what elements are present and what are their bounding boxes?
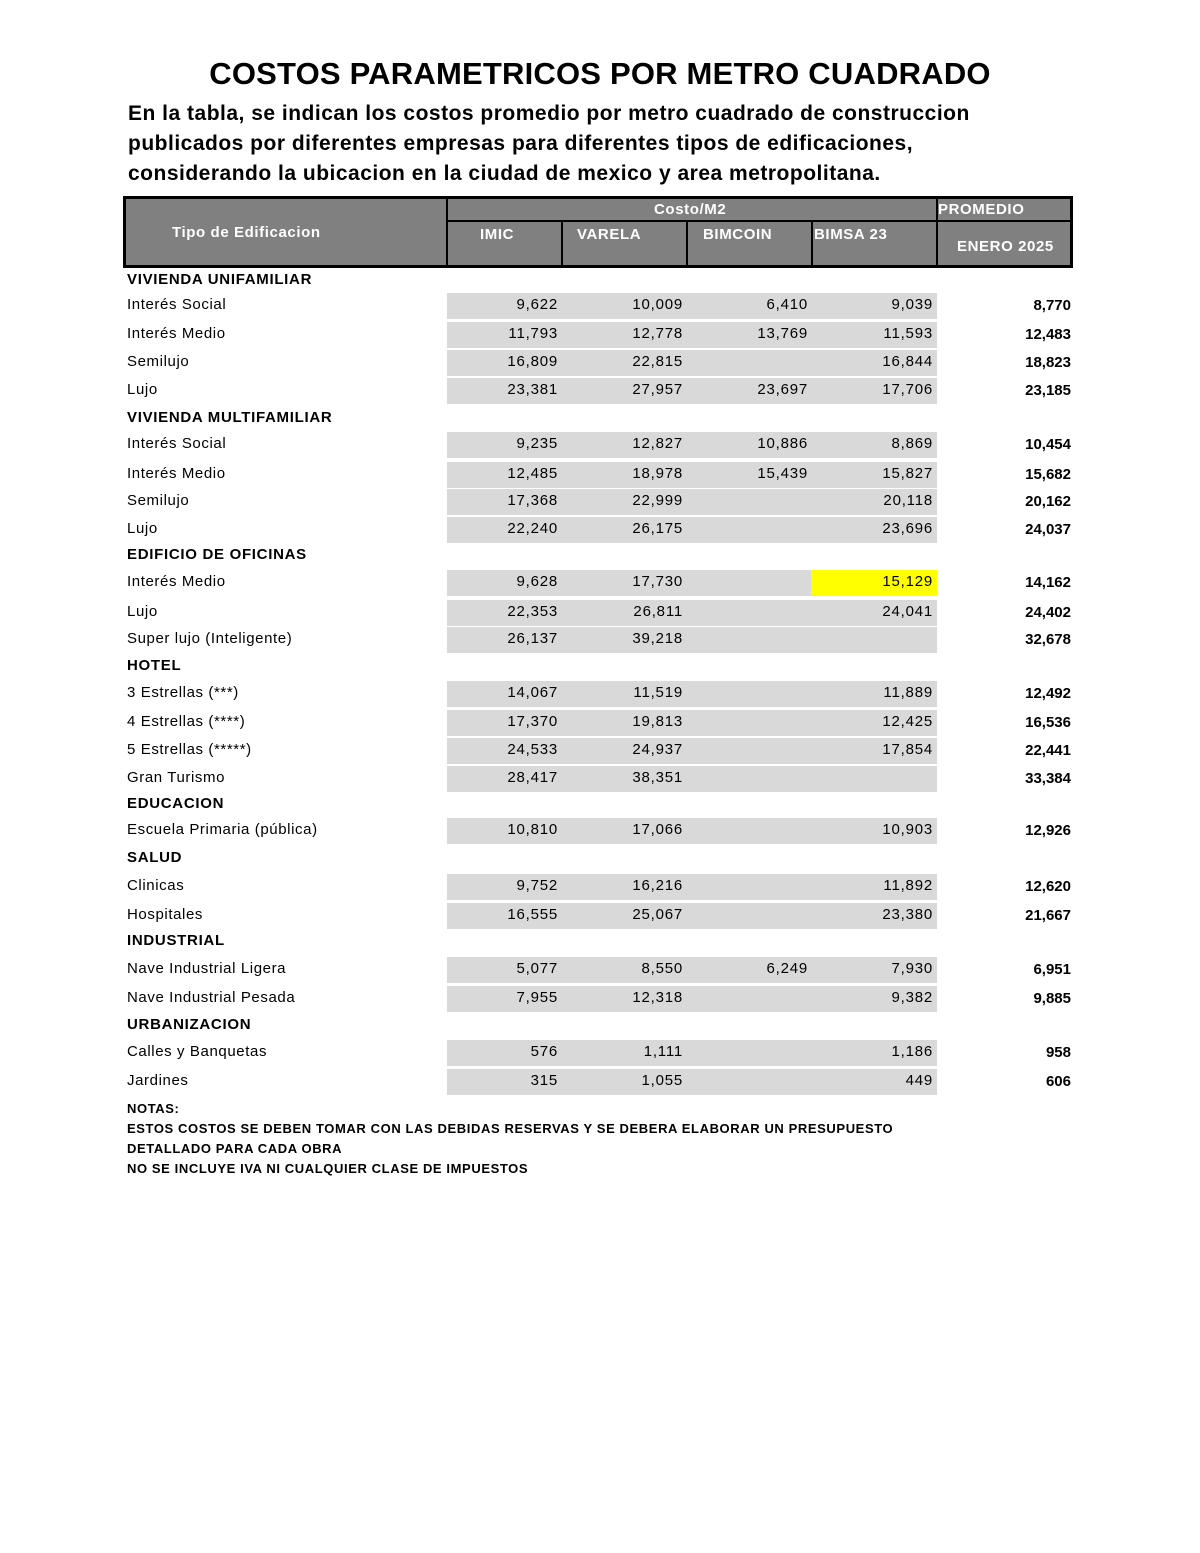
cost-cell: 9,622 — [516, 296, 558, 313]
row-label: 3 Estrellas (***) — [127, 684, 239, 701]
table-row — [0, 738, 1200, 764]
header-enero: ENERO 2025 — [957, 238, 1054, 255]
cost-cell: 16,809 — [507, 353, 558, 370]
row-label: Clinicas — [127, 877, 185, 894]
cost-cell: 17,730 — [632, 573, 683, 590]
cost-cell: 13,769 — [757, 325, 808, 342]
header-promedio: PROMEDIO — [938, 201, 1025, 218]
header-col-bimcoin: BIMCOIN — [703, 226, 773, 243]
cost-cell: 26,175 — [632, 520, 683, 537]
cost-cell: 9,628 — [516, 573, 558, 590]
table-row — [0, 903, 1200, 929]
average-cell: 12,483 — [1025, 326, 1071, 343]
average-cell: 958 — [1045, 1044, 1071, 1061]
cost-cell: 7,930 — [891, 960, 933, 977]
row-label: Lujo — [127, 603, 158, 620]
table-row — [0, 710, 1200, 736]
row-label: Interés Medio — [127, 573, 226, 590]
cost-cell: 12,318 — [632, 989, 683, 1006]
average-cell: 8,770 — [1033, 297, 1071, 314]
cost-cell: 576 — [530, 1043, 558, 1060]
average-cell: 32,678 — [1025, 631, 1071, 648]
cost-cell: 15,129 — [882, 573, 933, 590]
header-divider — [811, 221, 813, 265]
section-title: URBANIZACION — [127, 1016, 252, 1033]
header-col-imic: IMIC — [480, 226, 515, 243]
cost-cell: 9,752 — [516, 877, 558, 894]
cost-cell: 17,854 — [882, 741, 933, 758]
row-label: Calles y Banquetas — [127, 1043, 268, 1060]
cost-cell: 39,218 — [632, 630, 683, 647]
cost-cell: 11,793 — [508, 325, 558, 342]
table-row — [0, 489, 1200, 515]
cost-cell: 14,067 — [507, 684, 558, 701]
cost-cell: 24,533 — [507, 741, 558, 758]
table-row — [0, 874, 1200, 900]
section-title: INDUSTRIAL — [127, 932, 225, 949]
table-row — [0, 600, 1200, 626]
cost-cell: 5,077 — [516, 960, 558, 977]
cost-cell: 9,382 — [891, 989, 933, 1006]
header-tipo: Tipo de Edificacion — [172, 224, 321, 241]
row-label: Hospitales — [127, 906, 204, 923]
table-row — [0, 957, 1200, 983]
cost-cell: 6,249 — [766, 960, 808, 977]
cost-cell: 11,593 — [883, 325, 933, 342]
row-label: Lujo — [127, 381, 158, 398]
cost-cell: 17,066 — [632, 821, 683, 838]
cost-cell: 8,869 — [891, 435, 933, 452]
table-row — [0, 986, 1200, 1012]
cost-cell: 10,009 — [632, 296, 683, 313]
table-row — [0, 1040, 1200, 1066]
cost-cell: 23,696 — [882, 520, 933, 537]
row-label: 4 Estrellas (****) — [127, 713, 246, 730]
average-cell: 33,384 — [1025, 770, 1071, 787]
row-label: Nave Industrial Pesada — [127, 989, 296, 1006]
cost-cell: 1,111 — [643, 1043, 683, 1060]
notes-line: DETALLADO PARA CADA OBRA — [127, 1141, 343, 1156]
cost-cell: 12,827 — [632, 435, 683, 452]
row-label: Semilujo — [127, 492, 190, 509]
average-cell: 12,620 — [1025, 878, 1071, 895]
row-label: Interés Social — [127, 296, 227, 313]
section-title: EDIFICIO DE OFICINAS — [127, 546, 307, 563]
cost-cell: 20,118 — [883, 492, 933, 509]
row-label: Nave Industrial Ligera — [127, 960, 287, 977]
page-title: COSTOS PARAMETRICOS POR METRO CUADRADO — [209, 56, 991, 91]
cost-cell: 1,055 — [641, 1072, 683, 1089]
cost-cell: 16,555 — [507, 906, 558, 923]
cost-cell: 15,439 — [757, 465, 808, 482]
average-cell: 20,162 — [1025, 493, 1071, 510]
cost-cell: 9,039 — [891, 296, 933, 313]
cost-cell: 449 — [905, 1072, 933, 1089]
cost-cell: 27,957 — [632, 381, 683, 398]
table-row — [0, 627, 1200, 653]
header-col-bimsa: BIMSA 23 — [814, 226, 888, 243]
cost-cell: 22,815 — [632, 353, 683, 370]
header-divider — [446, 220, 1070, 222]
average-cell: 23,185 — [1025, 382, 1071, 399]
cost-cell: 12,485 — [507, 465, 558, 482]
row-label: Escuela Primaria (pública) — [127, 821, 318, 838]
row-label: Interés Social — [127, 435, 227, 452]
table-row — [0, 766, 1200, 792]
cost-cell: 16,216 — [632, 877, 683, 894]
cost-cell: 17,368 — [507, 492, 558, 509]
intro-line: considerando la ubicacion en la ciudad de mexico y area metropolitana. — [128, 162, 881, 185]
table-row — [0, 1069, 1200, 1095]
section-title: VIVIENDA MULTIFAMILIAR — [127, 409, 333, 426]
cost-cell: 23,380 — [882, 906, 933, 923]
cost-cell: 24,937 — [632, 741, 683, 758]
cost-cell: 24,041 — [882, 603, 933, 620]
header-divider — [561, 221, 563, 265]
table-row — [0, 517, 1200, 543]
row-label: Interés Medio — [127, 325, 226, 342]
cost-cell: 22,240 — [507, 520, 558, 537]
section-title: VIVIENDA UNIFAMILIAR — [127, 271, 313, 288]
cost-cell: 10,886 — [757, 435, 808, 452]
table-row — [0, 378, 1200, 404]
cost-cell: 1,186 — [891, 1043, 933, 1060]
cost-cell: 18,978 — [632, 465, 683, 482]
average-cell: 606 — [1045, 1073, 1071, 1090]
cost-cell: 11,892 — [883, 877, 933, 894]
intro-line: publicados por diferentes empresas para diferentes tipos de edificaciones, — [128, 132, 914, 155]
section-title: EDUCACION — [127, 795, 225, 812]
cost-cell: 11,519 — [633, 684, 683, 701]
average-cell: 24,037 — [1025, 521, 1071, 538]
average-cell: 18,823 — [1025, 354, 1071, 371]
average-cell: 21,667 — [1025, 907, 1071, 924]
cost-cell: 38,351 — [632, 769, 683, 786]
header-costo: Costo/M2 — [654, 201, 727, 218]
table-header — [123, 196, 1073, 268]
cost-cell: 10,903 — [882, 821, 933, 838]
average-cell: 10,454 — [1025, 436, 1071, 453]
average-cell: 24,402 — [1025, 604, 1071, 621]
cost-cell: 12,778 — [632, 325, 683, 342]
table-row — [0, 293, 1200, 319]
table-row — [0, 570, 1200, 596]
row-label: Gran Turismo — [127, 769, 226, 786]
notes — [127, 1099, 1027, 1179]
cost-cell: 11,889 — [883, 684, 933, 701]
cost-cell: 15,827 — [882, 465, 933, 482]
cost-cell: 17,706 — [882, 381, 933, 398]
average-cell: 14,162 — [1025, 574, 1071, 591]
section-title: HOTEL — [127, 657, 182, 674]
table-row — [0, 681, 1200, 707]
cost-cell: 6,410 — [766, 296, 808, 313]
row-label: Interés Medio — [127, 465, 226, 482]
notes-line: ESTOS COSTOS SE DEBEN TOMAR CON LAS DEBIDAS RESERVAS Y SE DEBERA ELABORAR UN PRESUPUESTO — [127, 1121, 894, 1136]
cost-cell: 22,999 — [632, 492, 683, 509]
average-cell: 12,492 — [1025, 685, 1071, 702]
cost-cell: 22,353 — [507, 603, 558, 620]
cost-cell: 9,235 — [516, 435, 558, 452]
notes-line: NO SE INCLUYE IVA NI CUALQUIER CLASE DE IMPUESTOS — [127, 1161, 529, 1176]
table-row — [0, 432, 1200, 458]
row-label: Super lujo (Inteligente) — [127, 630, 293, 647]
cost-cell: 17,370 — [507, 713, 558, 730]
notes-heading: NOTAS: — [127, 1101, 180, 1116]
cost-cell: 19,813 — [632, 713, 683, 730]
section-title: SALUD — [127, 849, 183, 866]
cost-cell: 16,844 — [882, 353, 933, 370]
cost-cell: 10,810 — [507, 821, 558, 838]
cost-cell: 12,425 — [882, 713, 933, 730]
row-label: Jardines — [127, 1072, 189, 1089]
header-col-varela: VARELA — [577, 226, 642, 243]
average-cell: 9,885 — [1033, 990, 1071, 1007]
cost-cell: 25,067 — [632, 906, 683, 923]
intro-line: En la tabla, se indican los costos promedio por metro cuadrado de construccion — [128, 102, 970, 125]
table-row — [0, 462, 1200, 488]
row-label: 5 Estrellas (*****) — [127, 741, 252, 758]
cost-cell: 8,550 — [641, 960, 683, 977]
average-cell: 22,441 — [1025, 742, 1071, 759]
average-cell: 6,951 — [1033, 961, 1071, 978]
cost-cell: 26,137 — [507, 630, 558, 647]
cost-cell: 26,811 — [633, 603, 683, 620]
average-cell: 12,926 — [1025, 822, 1071, 839]
cost-cell: 23,381 — [507, 381, 558, 398]
average-cell: 15,682 — [1025, 466, 1071, 483]
cost-cell: 23,697 — [757, 381, 808, 398]
row-label: Semilujo — [127, 353, 190, 370]
intro-text — [128, 99, 1088, 189]
cost-cell: 28,417 — [507, 769, 558, 786]
table-row — [0, 818, 1200, 844]
cost-cell: 7,955 — [516, 989, 558, 1006]
row-label: Lujo — [127, 520, 158, 537]
table-row — [0, 322, 1200, 348]
header-divider — [686, 221, 688, 265]
cost-cell: 315 — [530, 1072, 558, 1089]
average-cell: 16,536 — [1025, 714, 1071, 731]
header-divider — [446, 199, 448, 265]
table-row — [0, 350, 1200, 376]
